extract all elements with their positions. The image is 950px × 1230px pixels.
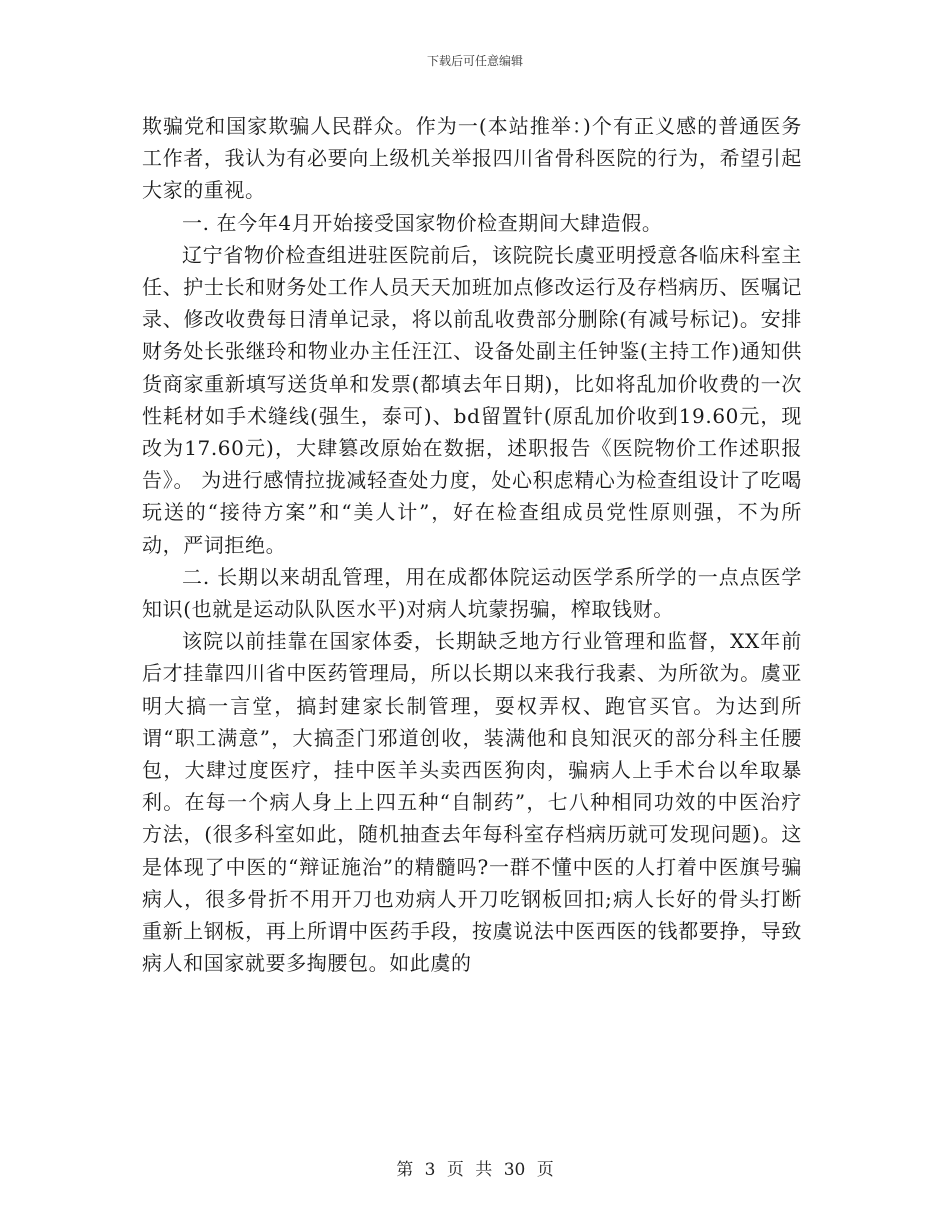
paragraph: 该院以前挂靠在国家体委，长期缺乏地方行业管理和监督，XX年前后才挂靠四川省中医药管理局，所以长期以来我行我素、为所欲为。虞亚明大搞一言堂，搞封建家长制管理，耍权弄权、跑官买官。为达到所谓“职工满意”，大搞歪门邪道创收，装满他和良知泯灭的部分科主任腰包，大肆过度医疗，挂中医羊头卖西医狗肉，骗病人上手术台以牟取暴利。在每一个病人身上上四五种“自制药”，七八种相同功效的中医治疗方法，(很多科室如此，随机抽查去年每科室存档病历就可发现问题)。这是体现了中医的“辩证施治”的精髓吗?一群不懂中医的人打着中医旗号骗病人，很多骨折不用开刀也劝病人开刀吃钢板回扣;病人长好的骨头打断重新上钢板，再上所谓中医药手段，按虞说法中医西医的钱都要挣，导致病人和国家就要多掏腰包。如此虞的 [142,629,802,976]
paragraph: 辽宁省物价检查组进驻医院前后，该院院长虞亚明授意各临床科室主任、护士长和财务处工作人员天天加班加点修改运行及存档病历、医嘱记录、修改收费每日清单记录，将以前乱收费部分删除(有减号标记)。安排财务处长张继玲和物业办主任汪江、设备处副主任钟鉴(主持工作)通知供货商家重新填写送货单和发票(都填去年日期)，比如将乱加价收费的一次性耗材如手术缝线(强生，泰可)、bd留置针(原乱加价收到19.60元，现改为17.60元)，大肆篡改原始在数据，述职报告《医院物价工作述职报告》。 为进行感情拉拢减轻查处力度，处心积虑精心为检查组设计了吃喝玩送的“接待方案”和“美人计”，好在检查组成员党性原则强，不为所动，严词拒绝。 [142,242,802,557]
document-body [142,110,802,979]
page-number-footer: 第 3 页 共 30 页 [396,1160,554,1180]
paragraph: 欺骗党和国家欺骗人民群众。作为一(本站推举：)个有正义感的普通医务工作者，我认为有必要向上级机关举报四川省骨科医院的行为，希望引起大家的重视。 [142,114,802,203]
paragraph: 二. 长期以来胡乱管理，用在成都体院运动医学系所学的一点点医学知识(也就是运动队队医水平)对病人坑蒙拐骗，榨取钱财。 [142,564,802,622]
page-header-note: 下载后可任意编辑 [426,54,523,68]
paragraph: 一. 在今年4月开始接受国家物价检查期间大肆造假。 [182,210,663,235]
